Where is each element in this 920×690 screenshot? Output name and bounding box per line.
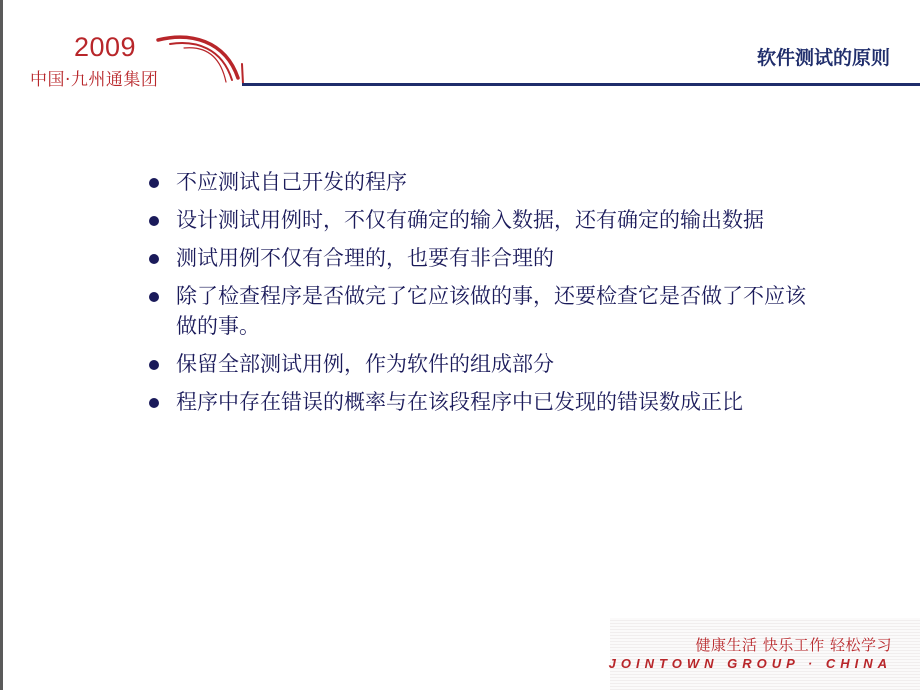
bullet-text: 保留全部测试用例，作为软件的组成部分 <box>176 352 554 376</box>
bullet-text: 不应测试自己开发的程序 <box>176 170 407 194</box>
bullet-item <box>148 205 808 235</box>
bullet-dot-icon <box>149 398 159 408</box>
left-edge-border <box>0 0 3 690</box>
bullet-item <box>148 243 808 273</box>
header-rule <box>242 83 920 86</box>
bullet-text: 除了检查程序是否做完了它应该做的事，还要检查它是否做了不应该做的事。 <box>176 284 806 338</box>
bullet-item <box>148 387 808 417</box>
bullet-item <box>148 281 808 341</box>
bullet-dot-icon <box>149 254 159 264</box>
company-logo <box>30 28 245 90</box>
bullet-text: 设计测试用例时，不仅有确定的输入数据，还有确定的输出数据 <box>176 208 764 232</box>
bullet-text: 测试用例不仅有合理的，也要有非合理的 <box>176 246 554 270</box>
footer-slogan: 健康生活 快乐工作 轻松学习 <box>695 636 892 654</box>
bullet-text: 程序中存在错误的概率与在该段程序中已发现的错误数成正比 <box>176 390 743 414</box>
bullet-list <box>148 167 808 425</box>
footer-company: JOINTOWN GROUP · CHINA <box>608 656 892 671</box>
bullet-item <box>148 167 808 197</box>
bullet-dot-icon <box>149 216 159 226</box>
slide-title: 软件测试的原则 <box>756 47 890 69</box>
logo-company-name: 中国·九州通集团 <box>30 70 159 90</box>
bullet-dot-icon <box>149 360 159 370</box>
logo-year: 2009 <box>74 32 137 62</box>
bullet-item <box>148 349 808 379</box>
bullet-dot-icon <box>149 292 159 302</box>
bullet-dot-icon <box>149 178 159 188</box>
